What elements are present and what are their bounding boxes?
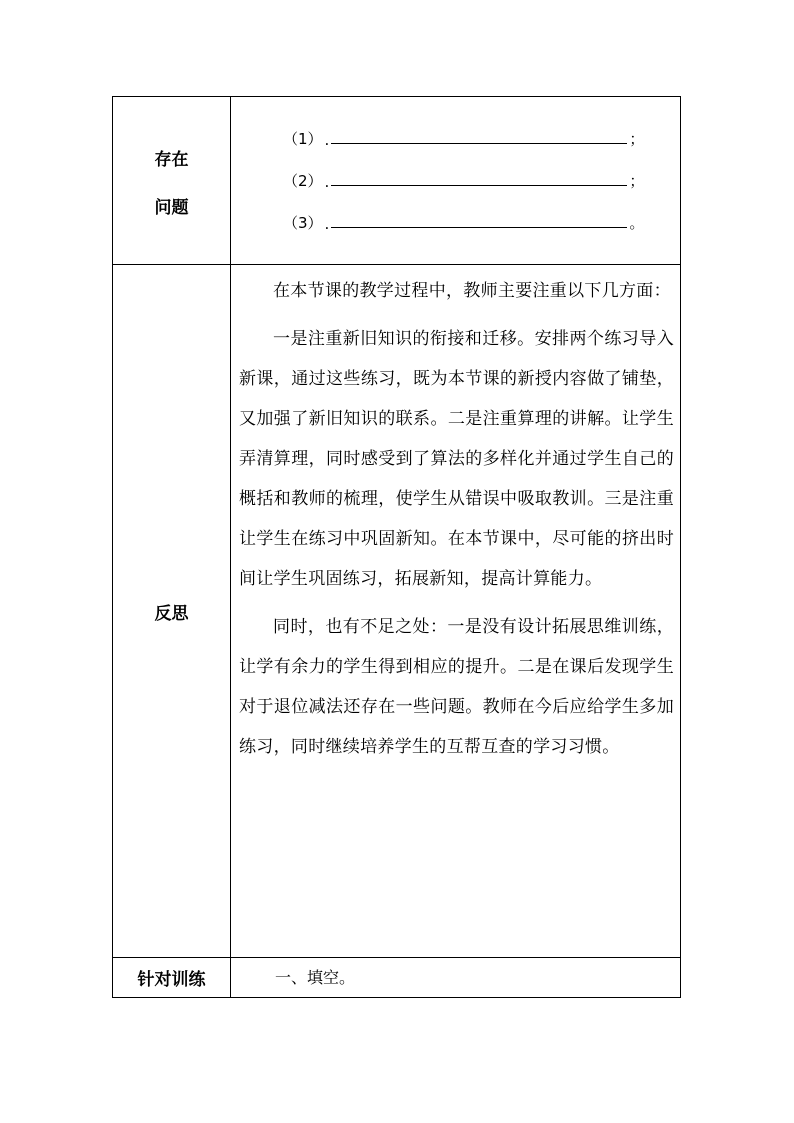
issues-label-cell: [113, 97, 231, 265]
issue-blank-line: [331, 226, 627, 228]
reflection-paragraph: 同时，也有不足之处：一是没有设计拓展思维训练，让学有余力的学生得到相应的提升。二是在课后发现学生对于退位减法还存在一些问题。教师在今后应给学生多加练习，同时继续培养学生的互帮互查的学习习惯。: [239, 617, 674, 757]
reflection-label-cell: [113, 265, 231, 958]
issue-blank-line: [331, 184, 627, 186]
issues-content-cell: [231, 97, 681, 265]
issues-label-line1: 存在: [154, 149, 189, 170]
issue-dot: .: [324, 173, 330, 191]
reflection-paragraph: 一是注重新旧知识的衔接和迁移。安排两个练习导入新课，通过这些练习，既为本节课的新授内容做了铺垫，又加强了新旧知识的联系。二是注重算理的讲解。让学生弄清算理，同时感受到了算法的多样化并通过学生自己的概括和教师的梳理，使学生从错误中吸取教训。三是注重让学生在练习中巩固新知。在本节课中，尽可能的挤出时间让学生巩固练习，拓展新知，提高计算能力。: [239, 329, 674, 589]
issue-number: （1）: [283, 130, 323, 148]
issue-dot: .: [324, 215, 330, 233]
issues-row: [113, 97, 681, 265]
reflection-label: 反思: [154, 603, 189, 624]
training-label: 针对训练: [137, 970, 206, 990]
training-label-cell: [113, 958, 231, 998]
reflection-paragraph: 在本节课的教学过程中，教师主要注重以下几方面：: [273, 281, 671, 301]
training-content: 一、填空。: [275, 968, 356, 987]
issue-number: （2）: [283, 172, 323, 190]
issue-end-punct: 。: [629, 214, 645, 232]
training-content-cell: [231, 958, 681, 998]
issue-end-punct: ；: [629, 172, 645, 190]
issue-dot: .: [324, 131, 330, 149]
issue-end-punct: ；: [629, 130, 645, 148]
issue-item-2: [283, 149, 680, 191]
issue-item-1: [283, 107, 680, 149]
reflection-content-cell: [231, 265, 681, 958]
issue-blank-line: [331, 142, 627, 144]
lesson-table: [112, 96, 681, 998]
issue-number: （3）: [283, 214, 323, 232]
reflection-row: [113, 265, 681, 958]
issue-item-3: [283, 191, 680, 233]
issues-label-line2: 问题: [154, 197, 189, 218]
training-row: [113, 958, 681, 998]
reflection-body: [231, 265, 680, 767]
issues-list: [231, 97, 680, 233]
